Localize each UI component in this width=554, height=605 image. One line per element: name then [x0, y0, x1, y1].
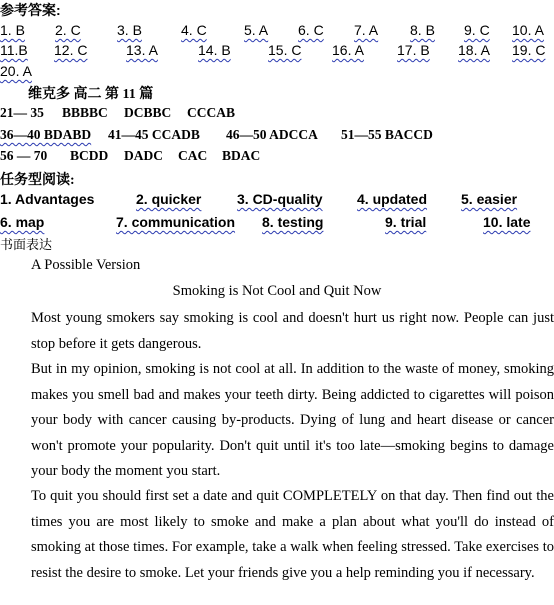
essay-paragraph-1	[0, 306, 554, 357]
answer-item: 15. C	[268, 42, 302, 58]
answer-item: 2. C	[55, 22, 81, 38]
essay-paragraph-2	[0, 357, 554, 485]
answer-item: 6. C	[298, 22, 324, 38]
answer-group: CCCAB	[187, 105, 236, 120]
answer-item: 8. B	[410, 22, 435, 38]
answer-group: DADC	[124, 148, 163, 163]
answer-item: 3. B	[117, 22, 142, 38]
answer-group: 51—55 BACCD	[341, 127, 433, 142]
essay-paragraph-3	[0, 484, 554, 586]
answer-item: 4. C	[181, 22, 207, 38]
answer-item: 10. A	[512, 22, 544, 38]
paragraph-text: Most young smokers say smoking is cool and doesn't hurt us right now. People can just stop before it gets dangerous.	[31, 310, 554, 352]
answer-group: BDAC	[222, 148, 261, 163]
answers-row-1	[0, 22, 554, 40]
range-label: 56 — 70	[0, 148, 48, 163]
answer-group: 41—45 CCADB	[108, 127, 200, 142]
task-answer: 3. CD-quality	[237, 191, 323, 207]
version-label: A Possible Version	[31, 257, 141, 273]
answers-row-2	[0, 42, 554, 60]
answers-heading: 参考答案:	[0, 2, 61, 18]
answer-item: 7. A	[354, 22, 379, 38]
answers-row-3: 20. A	[0, 63, 32, 79]
answer-item: 1. B	[0, 22, 25, 38]
section-title: 维克多 高二 第 11 篇	[28, 87, 154, 102]
answer-item: 12. C	[54, 42, 88, 58]
essay-title: Smoking is Not Cool and Quit Now	[172, 283, 382, 299]
answer-item: 18. A	[458, 42, 490, 58]
writing-heading: 书面表达	[0, 237, 53, 252]
paragraph-text: To quit you should first set a date and quit COMPLETELY on that day. Then find out the times you are most likely to smoke and make a plan about what you'll do instead of smoking at those times. For example, take a walk when feeling stressed. Take exercises to resist the desire to smoke. Let your friends give you a help reminding you if necessary.	[31, 488, 554, 581]
paragraph-text: But in my opinion, smoking is not cool at all. In addition to the waste of money, smoking makes you smell bad and makes your teeth dirty. Being addicted to cigarettes will poison your body with cancer causing by-products. Dying of lung and heart disease or cancer won't promote your popularity. Don't quit until it's too late—smoking begins to damage your body the moment you start.	[31, 361, 554, 479]
task-answer: 7. communication	[116, 214, 236, 230]
answer-item: 19. C	[512, 42, 546, 58]
answer-group: BCDD	[70, 148, 109, 163]
answers-36-55	[0, 127, 554, 145]
task-answers-row-2	[0, 214, 554, 234]
answer-group: BBBBC	[62, 105, 108, 120]
answer-group: 46—50 ADCCA	[226, 127, 318, 142]
task-answer: 2. quicker	[136, 191, 202, 207]
answer-item: 16. A	[332, 42, 364, 58]
task-answer: 4. updated	[357, 191, 428, 207]
range-label: 21— 35	[0, 105, 44, 120]
answers-21-35	[0, 105, 554, 123]
task-answer: 9. trial	[385, 214, 427, 230]
answer-item: 14. B	[198, 42, 231, 58]
answer-item: 11.B	[0, 42, 28, 58]
answer-group: 36—40 BDABD	[0, 127, 92, 142]
answer-group: DCBBC	[124, 105, 172, 120]
answer-group: CAC	[178, 148, 208, 163]
task-answers-row-1	[0, 191, 554, 211]
answer-item: 17. B	[397, 42, 430, 58]
task-answer: 5. easier	[461, 191, 518, 207]
task-answer: 6. map	[0, 214, 45, 230]
task-answer: 10. late	[483, 214, 531, 230]
answer-item: 9. C	[464, 22, 490, 38]
answer-item: 13. A	[126, 42, 158, 58]
task-heading: 任务型阅读:	[0, 173, 75, 188]
task-answer: 8. testing	[262, 214, 324, 230]
answers-56-70	[0, 148, 554, 166]
answer-item: 5. A	[244, 22, 269, 38]
task-answer: 1. Advantages	[0, 191, 95, 207]
